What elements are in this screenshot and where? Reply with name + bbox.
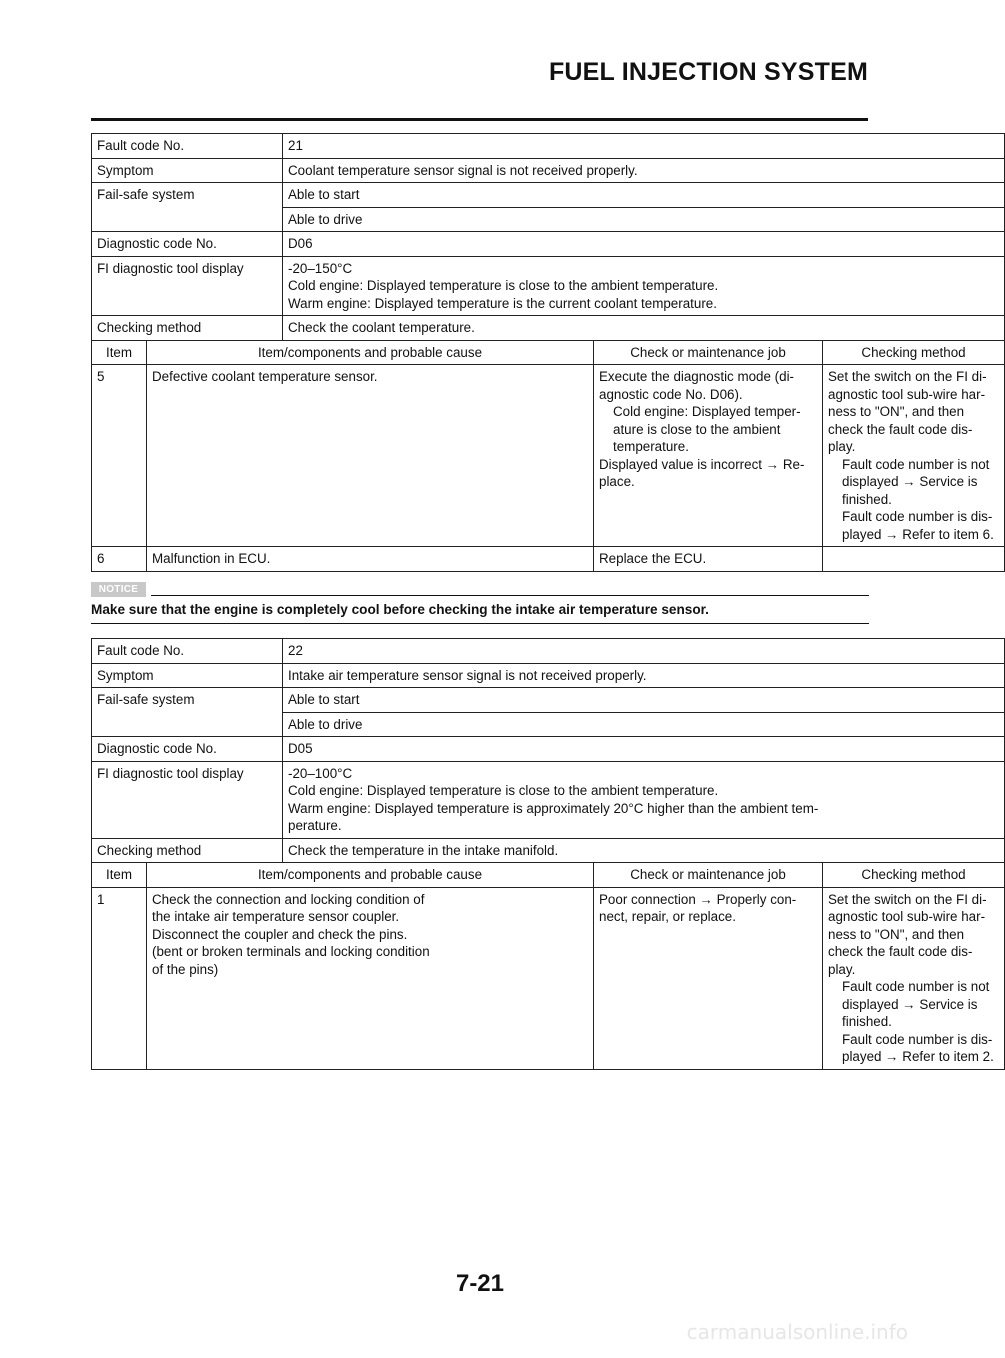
display-line: Warm engine: Displayed temperature is approximately 20°C higher than the ambient tem- <box>288 800 819 816</box>
failsafe-start: Able to start <box>283 688 1005 713</box>
checking-method-value: Check the coolant temperature. <box>283 316 1005 341</box>
notice-rule <box>151 595 869 596</box>
text-line: finished. <box>842 1014 892 1029</box>
display-line: Cold engine: Displayed temperature is close to the ambient temperature. <box>288 783 719 798</box>
tool-display-value <box>283 761 1005 838</box>
text-line: ature is close to the ambient <box>613 421 781 437</box>
col-header-item: Item <box>92 863 147 888</box>
text-line: play. <box>828 961 856 977</box>
text-line: played → Refer to item 6. <box>842 526 994 542</box>
display-line: -20–150°C <box>288 260 353 276</box>
display-line: Cold engine: Displayed temperature is close to the ambient temperature. <box>288 278 719 293</box>
checking-method-label: Checking method <box>92 316 283 341</box>
text-line: of the pins) <box>152 961 219 977</box>
col-header-check: Check or maintenance job <box>594 340 823 365</box>
failsafe-label: Fail-safe system <box>92 688 283 737</box>
fault-code-label: Fault code No. <box>92 639 283 664</box>
col-header-cause: Item/components and probable cause <box>147 863 594 888</box>
fault-code-value: 21 <box>283 134 1005 159</box>
failsafe-drive: Able to drive <box>283 712 1005 737</box>
text-line: check the fault code dis- <box>828 421 973 437</box>
row-check: Replace the ECU. <box>594 547 823 572</box>
text-line: displayed → Service is <box>842 474 978 489</box>
row-cause: Defective coolant temperature sensor. <box>147 365 594 547</box>
failsafe-start: Able to start <box>283 183 1005 208</box>
text-line: Execute the diagnostic mode (di- <box>599 369 795 384</box>
text-line: finished. <box>842 491 892 507</box>
tool-display-label: FI diagnostic tool display <box>92 256 283 316</box>
display-line: Warm engine: Displayed temperature is the current coolant temperature. <box>288 295 717 311</box>
row-method <box>823 547 1005 572</box>
text-line: check the fault code dis- <box>828 944 973 959</box>
notice-text: Make sure that the engine is completely cool before checking the intake air temperature sensor. <box>91 602 709 617</box>
text-line: ness to "ON", and then <box>828 926 965 942</box>
diag-code-label: Diagnostic code No. <box>92 737 283 762</box>
row-check <box>594 365 823 547</box>
text-line: Poor connection → Properly con- <box>599 891 797 907</box>
col-header-cause: Item/components and probable cause <box>147 340 594 365</box>
page-number: 7-21 <box>455 1270 505 1297</box>
diag-code-label: Diagnostic code No. <box>92 232 283 257</box>
text-line: agnostic tool sub-wire har- <box>828 909 986 924</box>
tool-display-label: FI diagnostic tool display <box>92 761 283 838</box>
text-line: play. <box>828 439 856 454</box>
header-rule <box>91 118 868 121</box>
row-cause <box>147 887 594 1069</box>
symptom-label: Symptom <box>92 158 283 183</box>
row-item: 1 <box>92 887 147 1069</box>
fault-code-22-table <box>91 638 1005 1070</box>
text-line: Fault code number is not <box>842 979 990 994</box>
col-header-check: Check or maintenance job <box>594 863 823 888</box>
text-line: the intake air temperature sensor coupler. <box>152 909 400 924</box>
notice-badge: NOTICE <box>91 582 146 597</box>
col-header-item: Item <box>92 340 147 365</box>
text-line: agnostic tool sub-wire har- <box>828 386 986 402</box>
table-row <box>92 887 1005 1069</box>
text-line: agnostic code No. D06). <box>599 386 743 402</box>
display-line: perature. <box>288 818 342 833</box>
row-method <box>823 365 1005 547</box>
text-line: Disconnect the coupler and check the pins. <box>152 926 408 942</box>
table-row <box>92 547 1005 572</box>
text-line: temperature. <box>613 439 689 454</box>
checking-method-value: Check the temperature in the intake manifold. <box>283 838 1005 863</box>
symptom-label: Symptom <box>92 663 283 688</box>
notice-rule-bottom <box>91 623 869 624</box>
diag-code-value: D05 <box>283 737 1005 762</box>
fault-code-value: 22 <box>283 639 1005 664</box>
text-line: Fault code number is not <box>842 456 990 472</box>
text-line: Fault code number is dis- <box>842 509 993 524</box>
text-line: Check the connection and locking condition of <box>152 891 425 907</box>
row-cause: Malfunction in ECU. <box>147 547 594 572</box>
row-check <box>594 887 823 1069</box>
text-line: played → Refer to item 2. <box>842 1049 994 1064</box>
text-line: (bent or broken terminals and locking condition <box>152 944 430 959</box>
table-row <box>92 365 1005 547</box>
symptom-value: Coolant temperature sensor signal is not received properly. <box>283 158 1005 183</box>
row-method <box>823 887 1005 1069</box>
text-line: Set the switch on the FI di- <box>828 369 987 384</box>
fault-code-label: Fault code No. <box>92 134 283 159</box>
tool-display-value <box>283 256 1005 316</box>
display-line: -20–100°C <box>288 765 353 781</box>
failsafe-label: Fail-safe system <box>92 183 283 232</box>
diag-code-value: D06 <box>283 232 1005 257</box>
fault-code-21-table <box>91 133 1005 572</box>
col-header-method: Checking method <box>823 340 1005 365</box>
row-item: 5 <box>92 365 147 547</box>
symptom-value: Intake air temperature sensor signal is not received properly. <box>283 663 1005 688</box>
text-line: Displayed value is incorrect → Re- <box>599 456 805 472</box>
text-line: ness to "ON", and then <box>828 404 965 419</box>
page-title: FUEL INJECTION SYSTEM <box>548 58 868 86</box>
text-line: Set the switch on the FI di- <box>828 891 987 907</box>
failsafe-drive: Able to drive <box>283 207 1005 232</box>
text-line: Fault code number is dis- <box>842 1031 993 1047</box>
text-line: place. <box>599 474 635 489</box>
text-line: displayed → Service is <box>842 996 978 1012</box>
text-line: Cold engine: Displayed temper- <box>613 404 801 419</box>
text-line: nect, repair, or replace. <box>599 909 736 924</box>
row-item: 6 <box>92 547 147 572</box>
col-header-method: Checking method <box>823 863 1005 888</box>
checking-method-label: Checking method <box>92 838 283 863</box>
watermark: carmanualsonline.info <box>686 1320 908 1344</box>
